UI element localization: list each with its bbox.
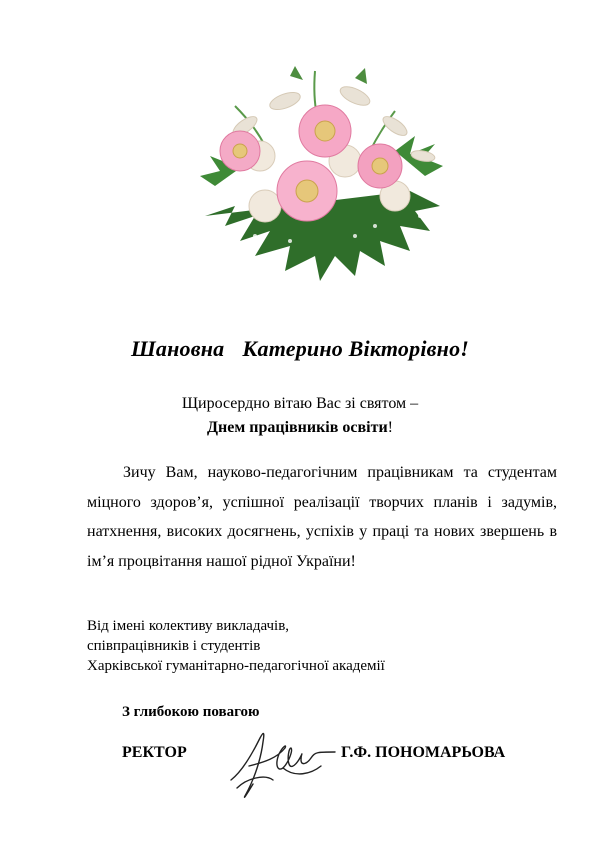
wish-line: міцного здоров’я, успішної реалізації творчих планів і задумів, xyxy=(87,493,557,511)
wish-paragraph xyxy=(87,458,557,576)
wish-line: натхнення, високих досягнень, успіхів у праці та нових звершень в xyxy=(87,523,557,540)
holiday-line xyxy=(0,416,600,440)
holiday-name: Днем працівників освіти xyxy=(207,419,388,436)
signatory-title: РЕКТОР xyxy=(122,744,187,761)
congratulation-line: Щиросердно вітаю Вас зі святом – xyxy=(181,395,419,412)
wish-line: Зичу Вам, науково-педагогічним працівникам та студентам xyxy=(123,464,557,481)
sender-line: співпрацівників і студентів xyxy=(87,638,261,654)
wish-line: ім’я процвітання нашої рідної України! xyxy=(87,552,356,570)
sender-block xyxy=(87,616,385,676)
holiday-exclamation: ! xyxy=(387,419,393,436)
sender-line: Від імені колективу викладачів, xyxy=(87,618,290,634)
greeting-heading xyxy=(0,336,600,362)
signatory-name: Г.Ф. ПОНОМАРЬОВА xyxy=(341,744,506,761)
salutation: Шановна xyxy=(130,336,225,361)
recipient-name: Катерино Вікторівно! xyxy=(242,336,470,361)
flower-bouquet-icon xyxy=(195,66,445,286)
handwritten-signature-icon xyxy=(225,718,340,802)
congratulation-block xyxy=(0,392,600,440)
closing-phrase: З глибокою повагою xyxy=(122,704,260,720)
sender-line: Харківської гуманітарно-педагогічної академії xyxy=(87,658,385,674)
